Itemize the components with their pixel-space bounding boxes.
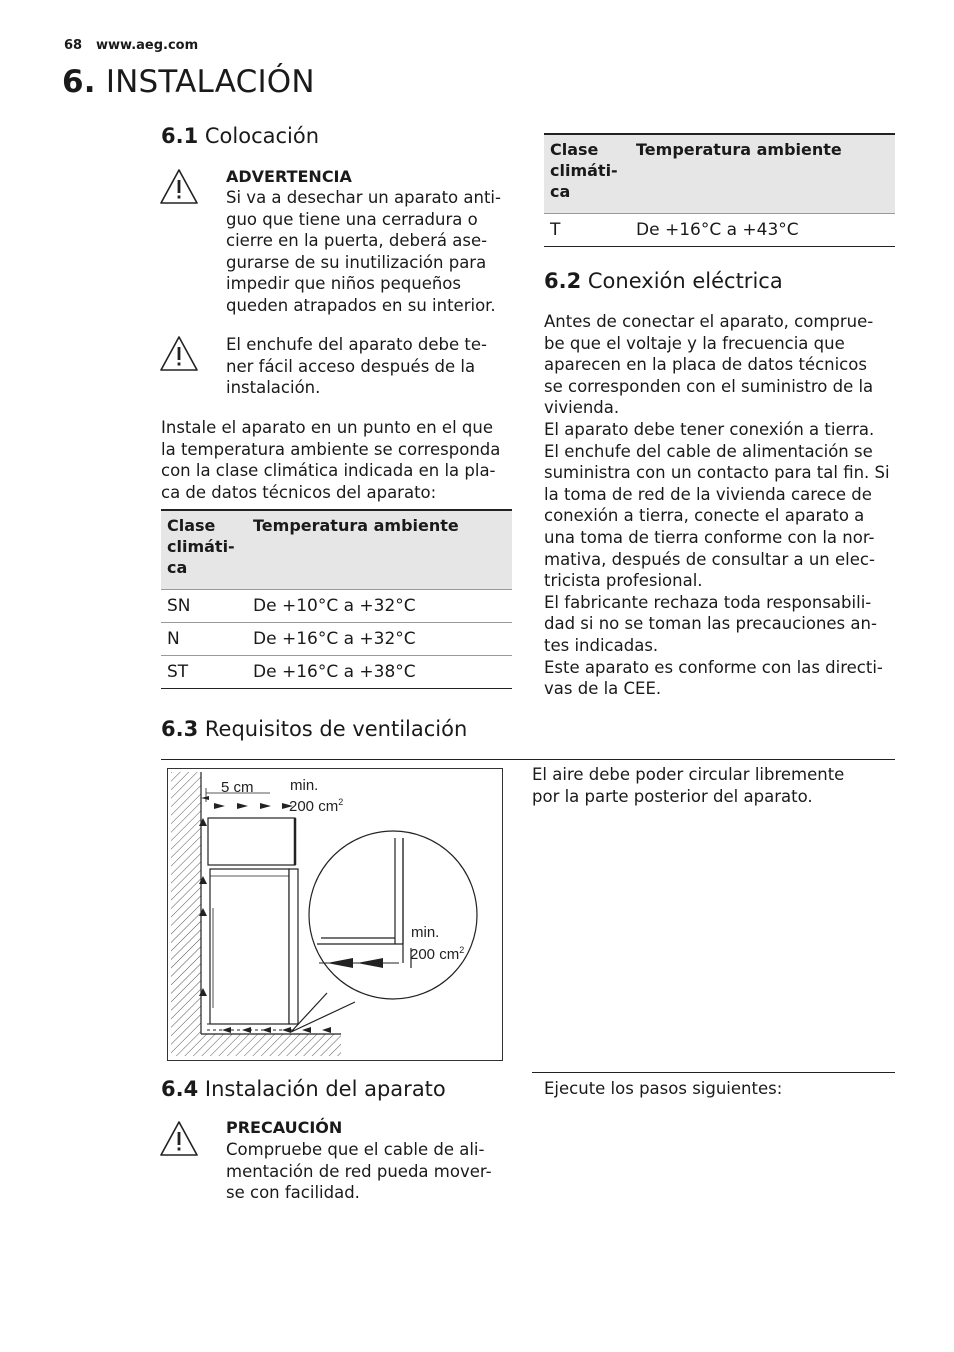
section-6-3-heading (161, 717, 467, 741)
section-title: Conexión eléctrica (587, 269, 783, 293)
section-6-1-heading (161, 124, 319, 148)
warning-text (226, 187, 516, 317)
refrigerator (210, 869, 289, 1024)
section-divider (532, 1072, 895, 1073)
section-number: 6.4 (161, 1077, 199, 1101)
upper-cabinet (208, 818, 295, 865)
header-line: climáti- (167, 537, 235, 556)
column-header-temperature: Temperatura ambiente (247, 510, 512, 590)
text-line: dad si no se toman las precauciones an- (544, 614, 877, 634)
electrical-connection-text (544, 311, 904, 700)
cell-class: ST (161, 656, 247, 689)
detail-area-label: 200 $cm^2$ (410, 945, 465, 963)
caution-text (226, 1139, 516, 1204)
text-line: El aire debe poder circular libremente (532, 765, 845, 784)
text-line: con la clase climática indicada en la pla- (161, 461, 496, 481)
detail-min-label: min. (411, 924, 440, 941)
header-line: ca (550, 182, 571, 201)
floor (201, 1034, 341, 1056)
chapter-name: INSTALACIÓN (105, 64, 315, 100)
text-line: Si va a desechar un aparato anti- (226, 188, 501, 207)
cell-temperature: De +16°C a +43°C (630, 214, 895, 247)
min-label: min. (290, 777, 319, 794)
area-label: 200 $cm^2$ (289, 797, 344, 815)
text-line: be que el voltaje y la frecuencia que (544, 333, 845, 353)
text-line: El aparato debe tener conexión a tierra. (544, 419, 875, 439)
detail-magnifier (309, 831, 477, 999)
column-header-class (161, 510, 247, 590)
text-line: conexión a tierra, conecte el aparato a (544, 506, 865, 526)
section-title: Instalación del aparato (204, 1077, 446, 1101)
text-line: El enchufe del aparato debe te- (226, 335, 487, 354)
text-line: se corresponden con el suministro de la (544, 376, 874, 396)
website-url: www.aeg.com (96, 38, 199, 53)
steps-intro: Ejecute los pasos siguientes: (544, 1079, 783, 1098)
climate-class-table (161, 509, 512, 689)
cell-temperature: De +16°C a +38°C (247, 656, 512, 689)
text-line: El fabricante rechaza toda responsabili- (544, 592, 872, 612)
text-line: ner fácil acceso después de la (226, 356, 476, 376)
table-row (161, 656, 512, 689)
text-line: gurarse de su inutilización para (226, 252, 487, 272)
header-line: climáti- (550, 161, 618, 180)
section-6-2-heading (544, 269, 783, 293)
text-line: la toma de red de la vivienda carece de (544, 484, 872, 504)
text-line: la temperatura ambiente se corresponda (161, 439, 501, 459)
text-line: suministra con un contacto para tal fin. Si (544, 463, 890, 483)
wall (171, 772, 201, 1056)
install-intro-text (161, 417, 521, 503)
cell-temperature: De +10°C a +32°C (247, 590, 512, 623)
cell-class: T (544, 214, 630, 247)
cell-class: N (161, 623, 247, 656)
warning-title: ADVERTENCIA (226, 167, 352, 186)
page-number: 68 (64, 38, 83, 53)
text-line: instalación. (226, 378, 321, 398)
text-line: una toma de tierra conforme con la nor- (544, 527, 875, 547)
text-line: Este aparato es conforme con las directi- (544, 657, 883, 677)
warning-icon (159, 168, 199, 206)
text-line: por la parte posterior del aparato. (532, 786, 813, 806)
text-line: se con facilidad. (226, 1183, 360, 1203)
text-line: Compruebe que el cable de ali- (226, 1140, 485, 1159)
chapter-number: 6. (62, 64, 96, 100)
ventilation-diagram (167, 768, 503, 1061)
text-line: mativa, después de consultar a un elec- (544, 549, 875, 569)
chapter-title (62, 64, 315, 100)
section-number: 6.3 (161, 717, 199, 741)
text-line: aparecen en la placa de datos técnicos (544, 355, 867, 375)
text-line: tricista profesional. (544, 571, 703, 591)
section-divider (161, 759, 895, 760)
caution-icon (159, 1120, 199, 1158)
section-title: Requisitos de ventilación (204, 717, 468, 741)
section-6-4-heading (161, 1077, 446, 1101)
text-line: Instale el aparato en un punto en el que (161, 418, 493, 437)
text-line: tes indicadas. (544, 635, 659, 655)
table-row (161, 623, 512, 656)
text-line: El enchufe del cable de alimentación se (544, 441, 873, 461)
text-line: impedir que niños pequeños (226, 274, 461, 294)
text-line: cierre en la puerta, deberá ase- (226, 231, 488, 251)
cell-class: SN (161, 590, 247, 623)
climate-class-table-continued (544, 133, 895, 247)
text-line: vas de la CEE. (544, 679, 662, 699)
table-row (544, 214, 895, 247)
text-line: vivienda. (544, 398, 620, 418)
table-header-row (161, 510, 512, 590)
ventilation-text (532, 764, 894, 807)
gap-label: 5 cm (221, 779, 254, 796)
text-line: queden atrapados en su interior. (226, 295, 496, 315)
header-line: ca (167, 558, 188, 577)
column-header-temperature: Temperatura ambiente (630, 134, 895, 214)
column-header-class (544, 134, 630, 214)
text-line: mentación de red pueda mover- (226, 1161, 492, 1181)
section-number: 6.2 (544, 269, 582, 293)
text-line: ca de datos técnicos del aparato: (161, 482, 437, 502)
note-text (226, 334, 516, 399)
table-row (161, 590, 512, 623)
section-title: Colocación (204, 124, 320, 148)
warning-icon (159, 335, 199, 373)
table-header-row (544, 134, 895, 214)
caution-title: PRECAUCIÓN (226, 1118, 343, 1137)
section-number: 6.1 (161, 124, 199, 148)
text-line: Antes de conectar el aparato, comprue- (544, 312, 874, 331)
cell-temperature: De +16°C a +32°C (247, 623, 512, 656)
header-line: Clase (550, 140, 599, 159)
text-line: guo que tiene una cerradura o (226, 209, 478, 229)
header-line: Clase (167, 516, 216, 535)
